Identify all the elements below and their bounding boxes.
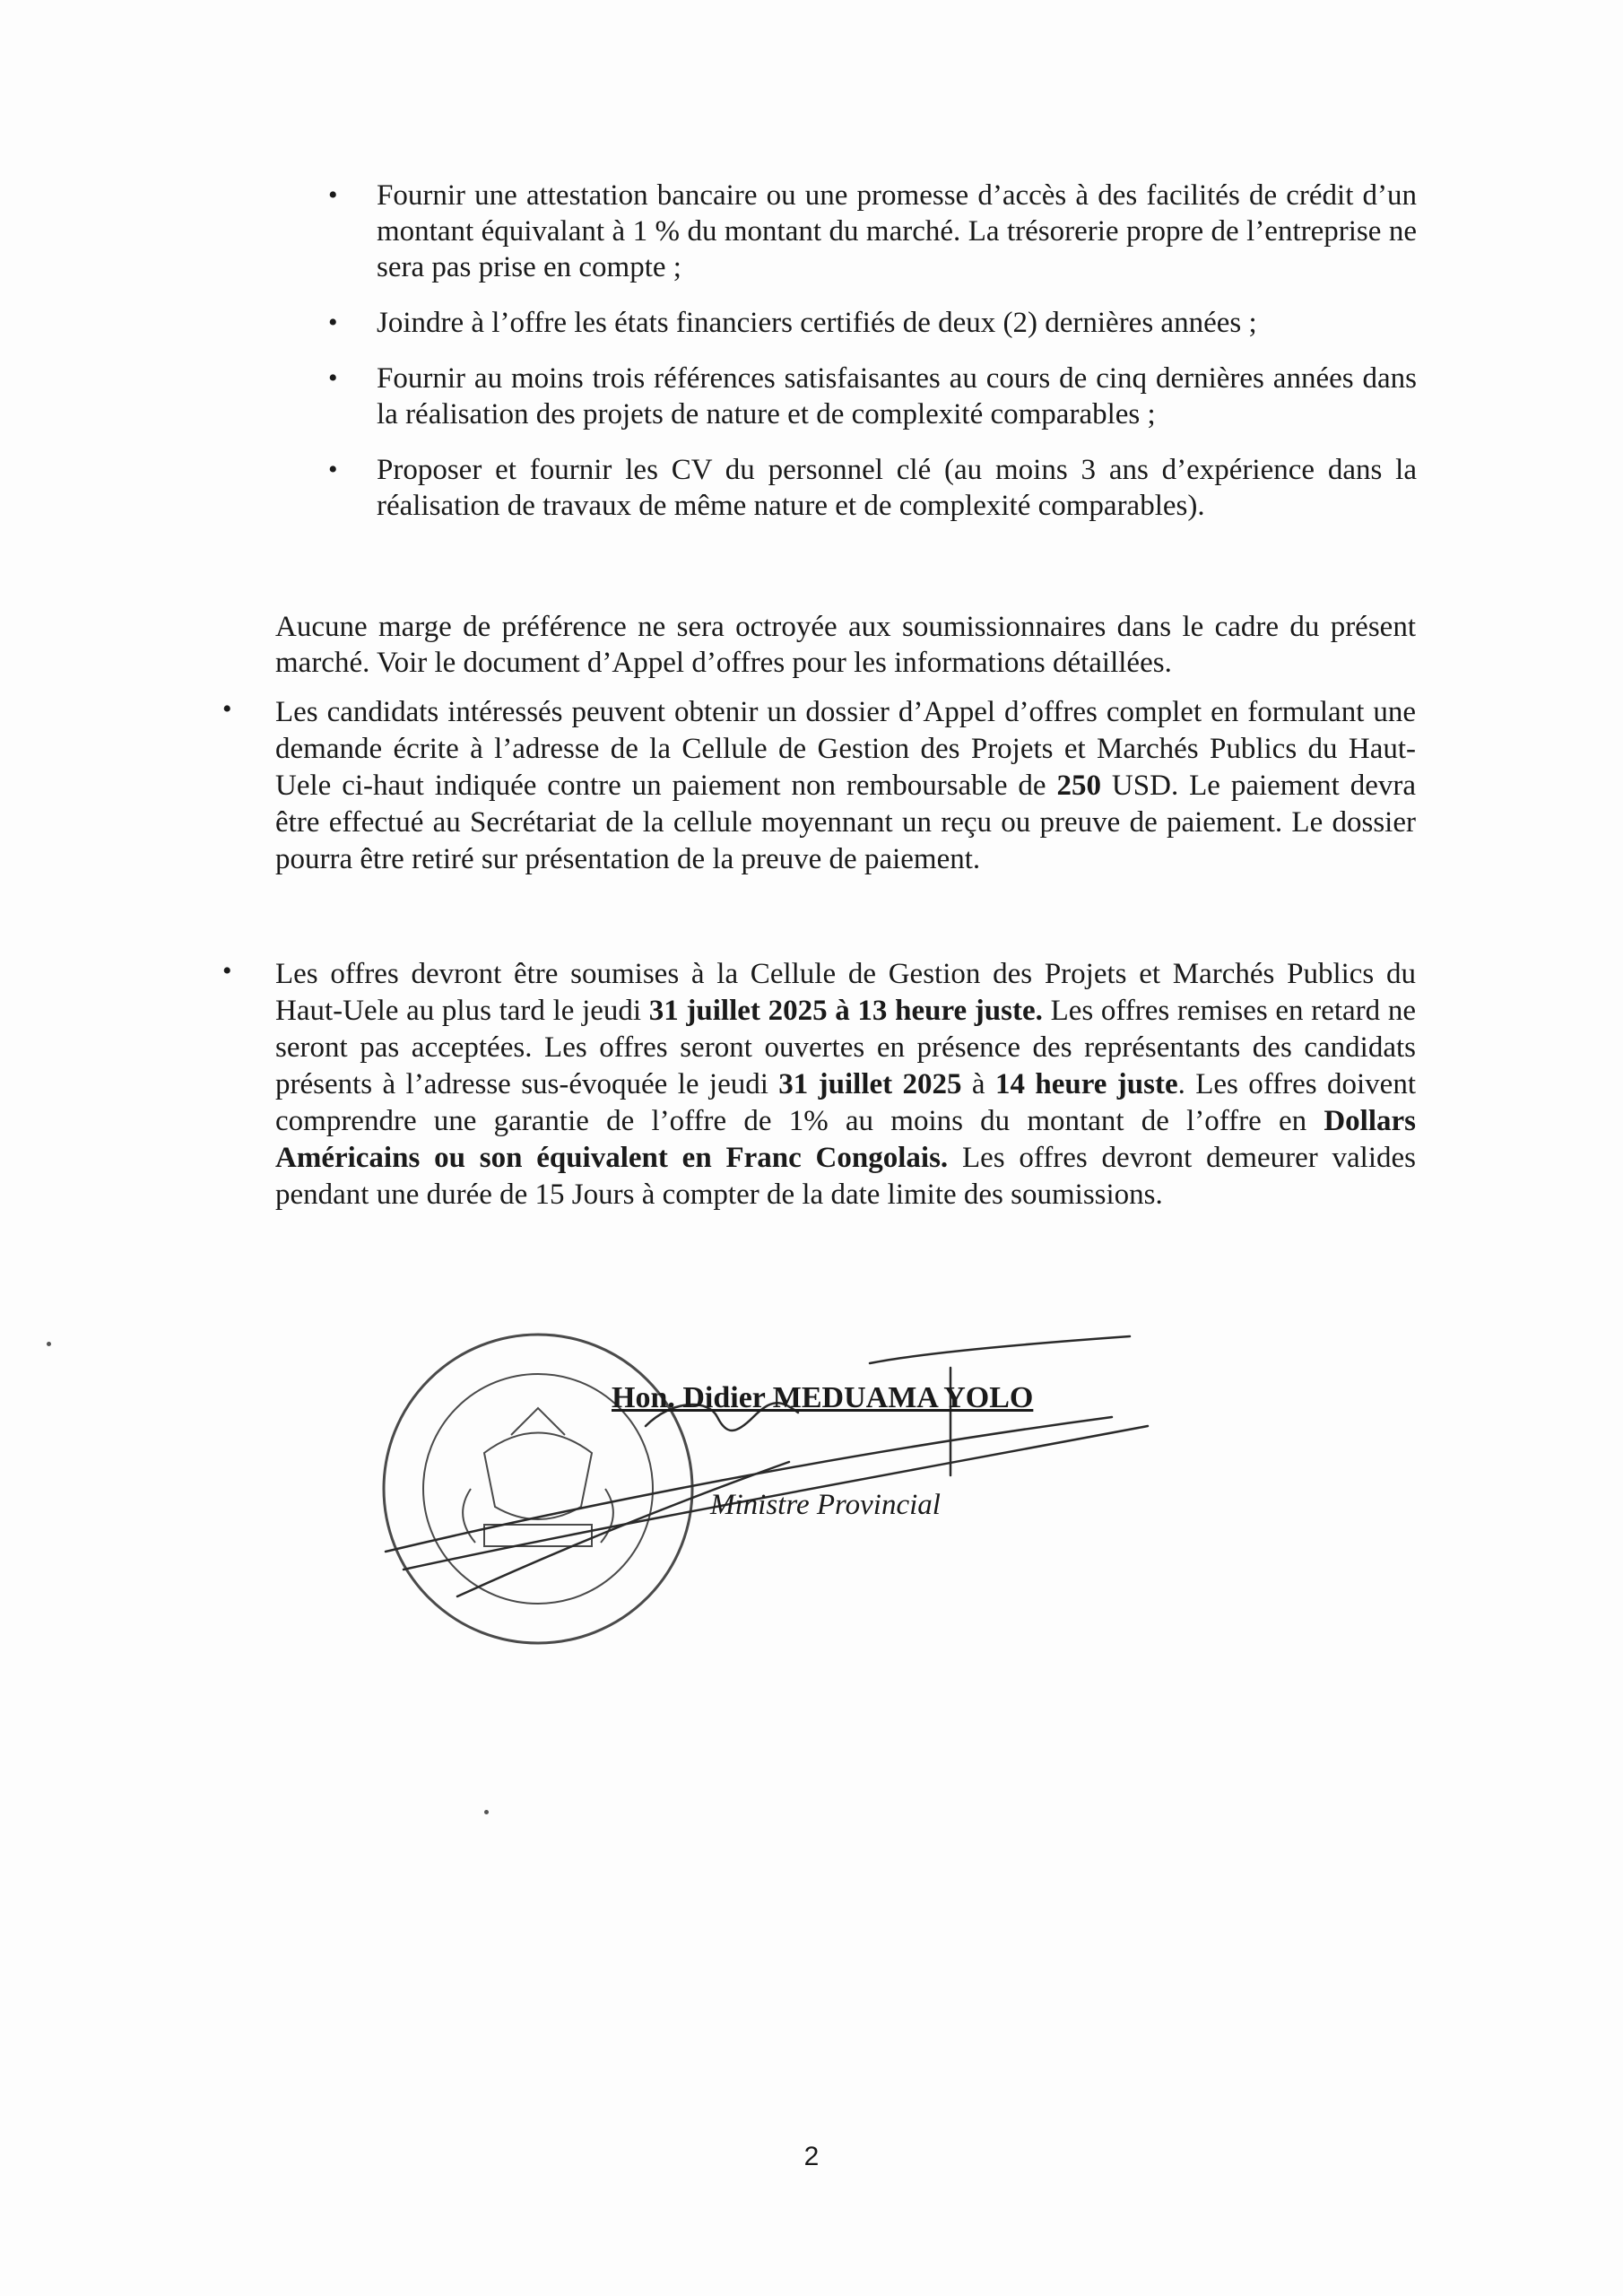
dossier-text-part: Les candidats intéressés peuvent obtenir un dossier d’Appel d’offres complet en formulant une demande écrite à l’adresse de la Cellule de Gestion des Projets et Marchés Publics du Haut-Uele ci-haut indiquée contre un paiement non remboursable de [275, 696, 1416, 802]
list-item [323, 305, 1417, 341]
signature-block [377, 1327, 1237, 1650]
list-item [323, 452, 1417, 524]
opening-date: 31 juillet 2025 [778, 1068, 962, 1100]
page-number: 2 [803, 2142, 820, 2171]
requirement-text: Fournir une attestation bancaire ou une promesse d’accès à des facilités de crédit d’un montant équivalant à 1 % du montant du marché. La trésorerie propre de l’entreprise ne sera pas prise en compte ; [377, 179, 1417, 283]
fee-amount: 250 [1056, 770, 1101, 802]
submission-text [275, 956, 1416, 1213]
submission-text-part: . Les offres doivent comprendre une garantie de l’offre de 1% au moins du montant de l’offre en [275, 1068, 1417, 1137]
bullet: • [222, 956, 232, 986]
preference-note: Aucune marge de préférence ne sera octroyée aux soumissionnaires dans le cadre du présent marché. Voir le document d’Appel d’offres pour les informations détaillées. [275, 611, 1416, 679]
dossier-text-part: USD. Le paiement devra être effectué au Secrétariat de la cellule moyennant un reçu ou preuve de paiement. Le dossier pourra être retiré sur présentation de la preuve de paiement. [275, 770, 1416, 875]
currency-requirement: Dollars Américains ou son équivalent en Franc Congolais. [275, 1105, 1416, 1174]
bullet: • [222, 694, 232, 724]
requirement-text: Joindre à l’offre les états financiers certifiés de deux (2) dernières années ; [377, 307, 1257, 339]
bullet: • [328, 308, 338, 337]
bullet: • [328, 363, 338, 393]
requirement-text: Fournir au moins trois références satisfaisantes au cours de cinq dernières années dans la réalisation des projets de nature et de complexité comparables ; [377, 362, 1417, 430]
list-item [323, 361, 1417, 432]
submission-deadline: 31 juillet 2025 à 13 heure juste. [648, 995, 1043, 1027]
submission-text-part: Les offres remises en retard ne seront pas acceptées. Les offres seront ouvertes en présence des représentants des candidats présents à l’adresse sus-évoquée le jeudi [275, 995, 1416, 1100]
signatory-title: Ministre Provincial [710, 1489, 941, 1521]
requirements-list [323, 178, 1417, 544]
bullet: • [328, 455, 338, 484]
scan-speck [47, 1342, 51, 1346]
submission-text-part: Les offres devront demeurer valides pendant une durée de 15 Jours à compter de la date limite des soumissions. [275, 1142, 1416, 1211]
dossier-paragraph [222, 694, 1416, 878]
list-item [323, 178, 1417, 285]
scan-speck [484, 1810, 489, 1814]
signatory-name: Hon. Didier MEDUAMA YOLO [612, 1381, 1034, 1414]
submission-paragraph [222, 956, 1416, 1213]
submission-text-part: à [961, 1068, 995, 1100]
submission-text-part: Les offres devront être soumises à la Cellule de Gestion des Projets et Marchés Publics du Haut-Uele au plus tard le jeudi [275, 958, 1416, 1027]
bullet: • [328, 180, 338, 210]
requirement-text: Proposer et fournir les CV du personnel clé (au moins 3 ans d’expérience dans la réalisation de travaux de même nature et de complexité comparables). [377, 454, 1417, 522]
dossier-text [275, 694, 1416, 878]
opening-time: 14 heure juste [994, 1068, 1178, 1100]
handwritten-signature [386, 1336, 1148, 1596]
